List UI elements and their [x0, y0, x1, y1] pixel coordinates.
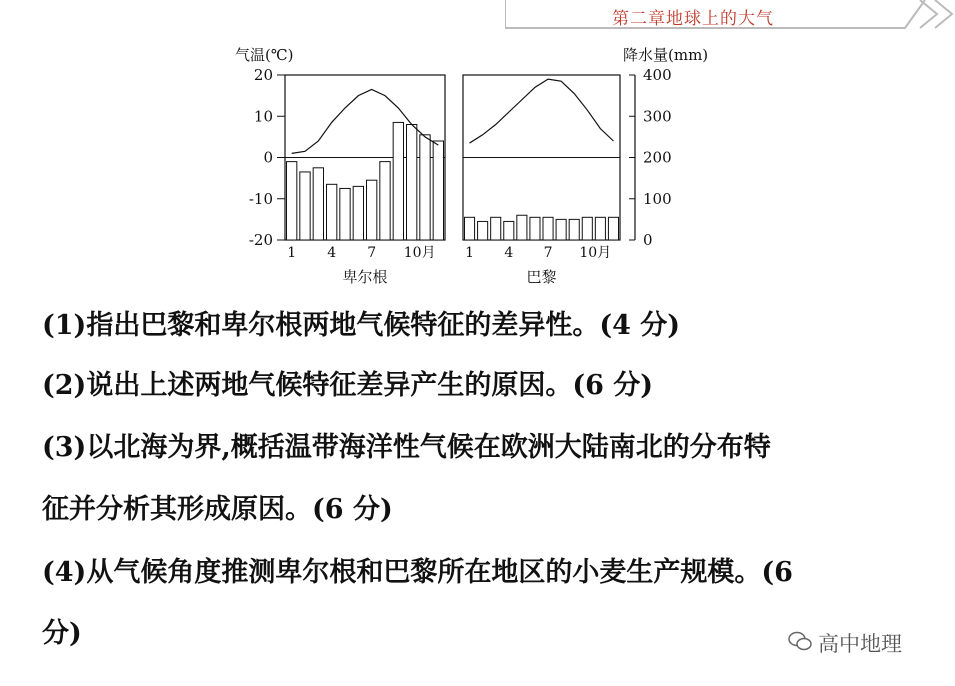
precip-bar	[340, 188, 350, 240]
climate-charts	[225, 40, 725, 295]
x-tick-label: 4	[504, 245, 514, 261]
y2-axis-label: 降水量(mm)	[623, 46, 709, 64]
chart-title: 巴黎	[526, 268, 557, 286]
x-tick-label: 10月	[579, 245, 612, 261]
question-4: (4)从气候角度推测卑尔根和巴黎所在地区的小麦生产规模。(6	[42, 557, 793, 588]
y-tick-label: 10	[253, 107, 273, 126]
question-1: (1)指出巴黎和卑尔根两地气候特征的差异性。(4 分)	[42, 310, 681, 341]
precip-bar	[543, 217, 553, 240]
x-tick-label: 7	[543, 245, 553, 261]
chapter-title: 第二章地球上的大气	[612, 9, 774, 29]
x-tick-label: 7	[367, 245, 377, 261]
precip-bar	[287, 162, 297, 240]
y2-tick-label: 400	[643, 66, 672, 84]
precip-bar	[491, 217, 501, 240]
y2-tick-label: 200	[643, 148, 672, 167]
y2-tick-label: 0	[643, 231, 653, 249]
precip-bar	[300, 172, 310, 240]
precip-bar	[556, 219, 566, 240]
chart-title: 卑尔根	[342, 268, 388, 286]
question-4-continued: 分)	[42, 618, 82, 649]
precip-bar	[504, 221, 514, 240]
precip-bar	[327, 184, 337, 240]
y2-tick-label: 100	[643, 189, 672, 208]
x-tick-label: 4	[327, 245, 337, 261]
precip-bar	[433, 141, 443, 240]
precip-bar	[608, 217, 618, 240]
watermark-text: 高中地理	[818, 632, 902, 656]
precip-bar	[595, 217, 605, 240]
precip-bar	[380, 162, 390, 240]
precip-bar	[517, 215, 527, 240]
y-tick-label: -10	[248, 189, 273, 208]
precip-bar	[530, 217, 540, 240]
y2-tick-label: 300	[643, 107, 672, 126]
question-3-continued: 征并分析其形成原因。(6 分)	[42, 494, 393, 525]
wechat-icon	[788, 630, 812, 652]
y-tick-label: 0	[263, 148, 273, 167]
x-tick-label: 1	[465, 245, 475, 261]
precip-bar	[465, 217, 475, 240]
y-tick-label: -20	[248, 231, 273, 249]
precip-bar	[569, 219, 579, 240]
x-tick-label: 10月	[403, 245, 436, 261]
y-axis-label: 气温(℃)	[235, 46, 294, 64]
precip-bar	[582, 217, 592, 240]
x-tick-label: 1	[287, 245, 297, 261]
precip-bar	[313, 168, 323, 240]
temperature-line	[470, 79, 614, 143]
question-3: (3)以北海为界,概括温带海洋性气候在欧洲大陆南北的分布特	[42, 432, 771, 463]
y-tick-label: 20	[253, 66, 273, 84]
precip-bar	[420, 135, 430, 240]
precip-bar	[478, 221, 488, 240]
precip-bar	[393, 122, 403, 240]
question-2: (2)说出上述两地气候特征差异产生的原因。(6 分)	[42, 370, 654, 401]
precip-bar	[367, 180, 377, 240]
precip-bar	[353, 186, 363, 240]
precip-bar	[407, 125, 417, 241]
